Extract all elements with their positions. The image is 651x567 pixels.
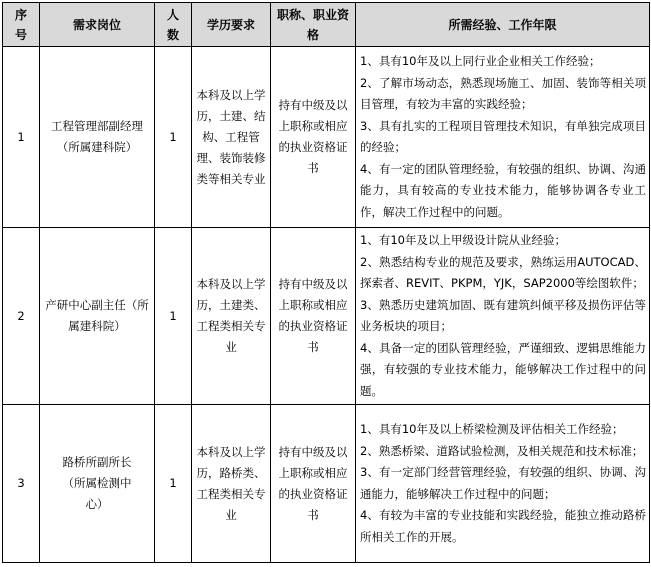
education-cell: 本科及以上学历，土建类、工程类相关专业: [192, 228, 271, 405]
qualification-cell: 持有中级及以上职称或相应的执业资格证书: [271, 405, 356, 563]
position-cell: 工程管理部副经理（所属建科院）: [40, 47, 155, 228]
experience-item: 1、有10年及以上甲级设计院从业经验；: [360, 233, 566, 247]
position-cell: 路桥所副所长（所属检测中心）: [40, 405, 155, 563]
experience-item: 4、有较为丰富的专业技能和实践经验，能独立推动路桥所相关工作的开展。: [360, 508, 646, 544]
headcount-cell: 1: [155, 405, 192, 563]
header-qualification: 职称、职业资格: [271, 3, 356, 47]
header-row: [3, 3, 650, 47]
experience-item: 2、熟悉结构专业的规范及要求，熟练运用AUTOCAD、探索者、REVIT、PKPM，YJK，SAP2000等绘图软件；: [360, 254, 646, 290]
table-row: [3, 228, 650, 405]
experience-item: 1、具有10年及以上桥梁检测及评估相关工作经验；: [360, 422, 624, 436]
experience-item: 1、具有10年及以上同行业企业相关工作经验；: [360, 54, 601, 68]
header-education: 学历要求: [192, 3, 271, 47]
table-row: [3, 47, 650, 228]
experience-item: 2、了解市场动态，熟悉现场施工、加固、装饰等相关项目管理，有较为丰富的实践经验；: [360, 75, 646, 111]
row-number: 1: [3, 47, 40, 228]
header-count: 人数: [155, 3, 192, 47]
experience-cell: [356, 405, 650, 563]
row-number: 3: [3, 405, 40, 563]
header-no: 序号: [3, 3, 40, 47]
experience-cell: [356, 228, 650, 405]
experience-item: 3、有一定部门经营管理经验，有较强的组织、协调、沟通能力，能够解决工作过程中的问题；: [360, 465, 646, 501]
header-experience: 所需经验、工作年限: [356, 3, 650, 47]
qualification-cell: 持有中级及以上职称或相应的执业资格证书: [271, 47, 356, 228]
experience-item: 4、有一定的团队管理经验，有较强的组织、协调、沟通能力，具有较高的专业技术能力，能够协调各专业工作，解决工作过程中的问题。: [360, 161, 646, 219]
recruitment-table: [2, 2, 650, 563]
experience-item: 3、具有扎实的工程项目管理技术知识，有单独完成项目的经验；: [360, 118, 646, 154]
qualification-cell: 持有中级及以上职称或相应的执业资格证书: [271, 228, 356, 405]
table-row: [3, 405, 650, 563]
education-cell: 本科及以上学历，土建、结构、工程管理、装饰装修类等相关专业: [192, 47, 271, 228]
position-cell: 产研中心副主任（所属建科院）: [40, 228, 155, 405]
header-position: 需求岗位: [40, 3, 155, 47]
headcount-cell: 1: [155, 47, 192, 228]
headcount-cell: 1: [155, 228, 192, 405]
experience-cell: [356, 47, 650, 228]
education-cell: 本科及以上学历，路桥类、工程类相关专业: [192, 405, 271, 563]
experience-item: 2、熟悉桥梁、道路试验检测，及相关规范和技术标准；: [360, 443, 644, 458]
row-number: 2: [3, 228, 40, 405]
experience-item: 3、熟悉历史建筑加固、既有建筑纠倾平移及损伤评估等业务板块的项目；: [360, 297, 646, 333]
experience-item: 4、具备一定的团队管理经验，严谨细致、逻辑思维能力强，有较强的专业技术能力，能够解决工作过程中的问题。: [360, 340, 646, 398]
